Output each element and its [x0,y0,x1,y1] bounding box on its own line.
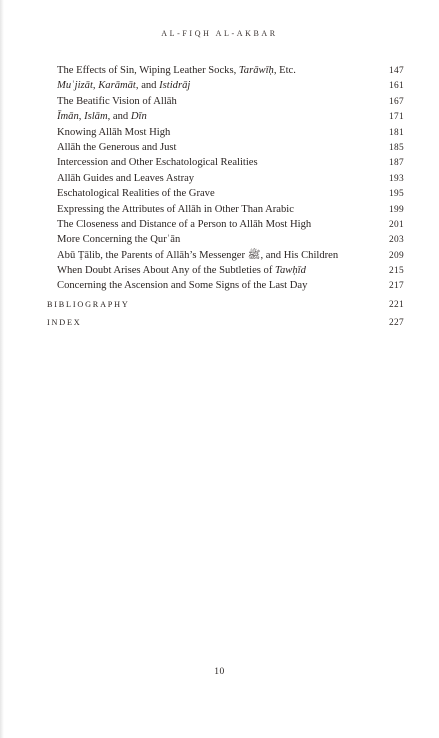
title-text: When Doubt Arises About Any of the Subtleties of [57,265,276,277]
toc-entry[interactable] [57,125,404,140]
toc-entry[interactable] [57,248,404,263]
title-text: , [92,80,99,92]
italic-term: Islām [84,111,108,123]
toc-entry-page: 185 [389,142,404,153]
toc-entry-page: 201 [389,219,404,230]
toc-entry-index[interactable] [47,315,404,330]
toc-entry-page: 161 [389,81,404,92]
page-edge-shadow [0,0,4,738]
running-head: AL-FIQH AL-AKBAR [161,29,278,38]
italic-term: Istidrāj [159,80,191,92]
toc-entry-title [57,171,382,186]
title-text: , and [135,80,160,92]
toc-entry-page: 167 [389,96,404,107]
toc-entry-title [57,278,382,293]
title-text: , and [107,111,131,123]
toc-entry[interactable] [57,278,404,293]
toc-entry-page: 209 [389,250,404,261]
title-text: Allāh Guides and Leaves Astray [57,172,195,184]
toc-entry[interactable] [57,155,404,170]
toc-entry-title [57,78,382,93]
toc-entry-page: 215 [389,266,404,277]
italic-term: Dīn [130,111,147,123]
toc-entry[interactable] [57,78,404,93]
toc-entry-title [57,248,382,263]
toc-entry-page: 187 [389,158,404,169]
toc-entry[interactable] [57,186,404,201]
toc-entry-page: 195 [389,189,404,200]
toc-entry[interactable] [57,63,404,78]
toc-entry[interactable] [57,140,404,155]
title-text: Expressing the Attributes of Allāh in Other Than Arabic [57,203,294,215]
title-text: Abū Ṭālib, the Parents of Allāh’s Messenger ﷺ, and His Children [57,249,339,261]
toc-entry-title [57,109,382,124]
toc-entry-title [57,217,382,232]
title-text: The Effects of Sin, Wiping Leather Socks, [57,65,239,76]
title-text: , [78,111,85,123]
toc-entry-title [57,232,382,247]
title-text: The Beatific Vision of Allāh [57,95,177,107]
toc-entry-page: 147 [389,66,404,76]
title-text: Allāh the Generous and Just [57,141,177,153]
page-number: 10 [214,667,225,677]
title-text: Concerning the Ascension and Some Signs of the Last Day [57,280,308,292]
toc-entry-title: INDEX [47,318,82,327]
italic-term: Karāmāt [98,80,136,92]
toc-entry-page: 199 [389,204,404,215]
toc-entry-page: 193 [389,173,404,184]
toc-entry[interactable] [57,202,404,217]
toc-entry[interactable] [57,109,404,124]
toc-entry-page: 203 [389,235,404,246]
toc-entry-bibliography[interactable] [47,297,404,312]
italic-term: Tarāwīḥ [238,65,274,76]
toc-entry-page: 227 [389,318,404,328]
toc-entry-title [57,125,382,140]
toc-entry-page: 221 [389,300,404,310]
title-text: The Closeness and Distance of a Person to Allāh Most High [57,218,312,230]
title-text: More Concerning the Qurʾān [57,234,181,246]
toc-entry[interactable] [57,263,404,278]
toc-entry-title [57,263,382,278]
title-text: Intercession and Other Eschatological Realities [57,157,258,169]
toc-entry-title [57,140,382,155]
italic-term: Īmān [57,111,79,123]
toc-entry[interactable] [57,217,404,232]
toc-entry-title [57,94,382,109]
title-text: , Etc. [273,65,296,76]
toc-entry[interactable] [57,171,404,186]
toc-entry-title [57,155,382,170]
italic-term: Tawḥīd [275,265,306,277]
toc-entry-title: BIBLIOGRAPHY [47,300,130,309]
toc-entry-title [57,63,382,78]
title-text: Knowing Allāh Most High [57,126,171,138]
italic-term: Muʿjizāt [57,80,93,92]
toc-entry-page: 171 [389,112,404,123]
table-of-contents [57,63,404,294]
title-text: Eschatological Realities of the Grave [57,188,215,200]
toc-entry-page: 217 [389,281,404,292]
toc-entry-title [57,186,382,201]
toc-entry-page: 181 [389,127,404,138]
toc-entry[interactable] [57,94,404,109]
toc-entry-title [57,202,382,217]
toc-entry[interactable] [57,232,404,247]
